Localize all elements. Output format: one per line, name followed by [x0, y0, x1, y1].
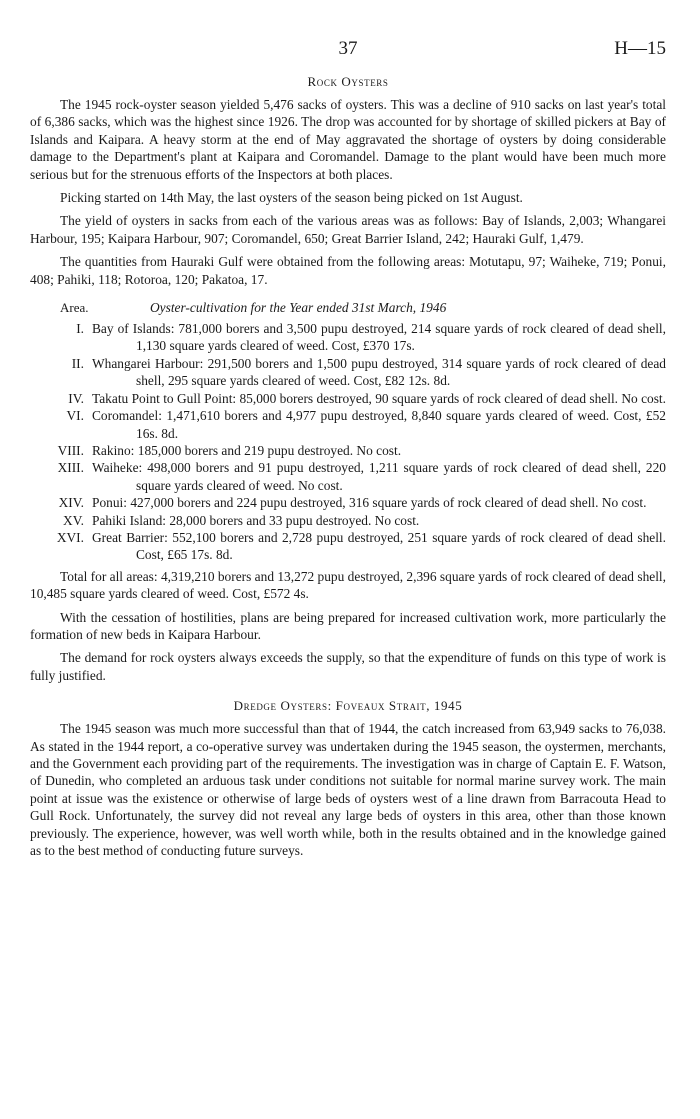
table-row [30, 459, 666, 494]
table-row [30, 390, 666, 407]
table-title-row [30, 300, 666, 316]
paragraph: Picking started on 14th May, the last oysters of the season being picked on 1st August. [60, 190, 523, 206]
paragraph-total: Total for all areas: 4,319,210 borers and 13,272 pupu destroyed, 2,396 square yards of rock cleared of dead shell, 10,485 square yards cleared of weed. Cost, £572 4s. [30, 568, 666, 602]
table-row [30, 407, 666, 442]
table-entries [30, 320, 666, 564]
table-row [30, 442, 666, 459]
paragraph: With the cessation of hostilities, plans are being prepared for increased cultivation work, more particularly the formation of new beds in Kaipara Harbour. [30, 609, 666, 642]
section-heading-dredge-oysters: Dredge Oysters: Foveaux Strait, 1945 [233, 698, 463, 714]
paragraph: The quantities from Hauraki Gulf were obtained from the following areas: Motutapu, 97; Waiheke, 719; Ponui, 408; Pahiki, 118; Rotoroa, 120; Pakatoa, 17. [30, 254, 666, 287]
paragraph: The 1945 rock-oyster season yielded 5,476 sacks of oysters. This was a decline of 910 sacks on last year's total of 6,386 sacks, which was the highest since 1926. The drop was accounted for by shortage of skilled pickers at Bay of Islands and Kaipara. A heavy storm at the end of May aggravated the shortage of oysters by doing considerable damage to the Department's plant at Kaipara and Coromandel. Damage to the plant would have been much more serious but for the strenuous efforts of the Inspectors at both places. [30, 97, 666, 182]
table-row [30, 355, 666, 390]
table-area-label: Area. [60, 300, 89, 316]
area-number: VI. [66, 408, 84, 424]
table-row [30, 320, 666, 355]
area-details: Pahiki Island: 28,000 borers and 33 pupu destroyed. No cost. [92, 512, 420, 528]
area-number: IV. [68, 390, 84, 406]
area-details: Coromandel: 1,471,610 borers and 4,977 pupu destroyed, 8,840 square yards cleared of weed. Cost, £52 16s. 8d. [92, 408, 666, 441]
table-row [30, 529, 666, 564]
area-number: XIV. [58, 495, 84, 511]
table-row [30, 494, 666, 511]
area-details: Bay of Islands: 781,000 borers and 3,500 pupu destroyed, 214 square yards of rock cleared of dead shell, 1,130 square yards cleared of weed. Cost, £370 17s. [92, 321, 666, 354]
area-details: Waiheke: 498,000 borers and 91 pupu destroyed, 1,211 square yards of rock cleared of dead shell, 220 square yards cleared of weed. No cost. [92, 460, 666, 493]
section-heading-rock-oysters: Rock Oysters [307, 74, 389, 89]
area-details: Takatu Point to Gull Point: 85,000 borers destroyed, 90 square yards of rock cleared of dead shell. No cost. [92, 390, 666, 406]
paragraph: The demand for rock oysters always exceeds the supply, so that the expenditure of funds on this type of work is fully justified. [30, 650, 666, 683]
paragraph: The yield of oysters in sacks from each of the various areas was as follows: Bay of Islands, 2,003; Whangarei Harbour, 195; Kaipara Harbour, 907; Coromandel, 650; Great Barrier Island, 242; Hauraki Gulf, 1,479. [30, 213, 666, 246]
area-details: Rakino: 185,000 borers and 219 pupu destroyed. No cost. [92, 442, 402, 458]
area-details: Ponui: 427,000 borers and 224 pupu destroyed, 316 square yards of rock cleared of dead shell. No cost. [92, 495, 647, 511]
area-number: XIII. [57, 460, 84, 476]
page-reference: H—15 [614, 38, 666, 59]
area-details: Whangarei Harbour: 291,500 borers and 1,500 pupu destroyed, 314 square yards of rock cleared of dead shell, 295 square yards cleared of weed. Cost, £82 12s. 8d. [92, 355, 666, 389]
area-number: XV. [63, 512, 84, 528]
area-details: Great Barrier: 552,100 borers and 2,728 pupu destroyed, 251 square yards of rock cleared of dead shell. Cost, £65 17s. 8d. [92, 529, 666, 563]
document-page [30, 38, 666, 865]
paragraph: The 1945 season was much more successful than that of 1944, the catch increased from 63,949 sacks to 76,038. As stated in the 1944 report, a co-operative survey was undertaken during the 1945 season, the oystermen, merchants, and the Government each providing part of the requirements. The investigation was in charge of Captain E. F. Watson, of Dunedin, who completed an arduous task under conditions not suitable for normal marine survey work. The main point at issue was the existence or otherwise of large beds of oysters west of a line drawn from Barracouta Head to Gull Rock. Unfortunately, the survey did not reveal any large beds of oysters in this area, other than those known previously. The experience, however, was well worth while, both in the results obtained and in the knowledge gained as to the best method of conducting future surveys. [30, 721, 666, 859]
area-number: II. [71, 355, 84, 371]
page-number: 37 [338, 38, 358, 59]
page-header [30, 38, 666, 64]
area-number: I. [76, 321, 84, 337]
area-number: VIII. [57, 442, 84, 458]
area-number: XVI. [56, 529, 84, 545]
table-caption: Oyster-cultivation for the Year ended 31st March, 1946 [150, 300, 447, 316]
table-row [30, 512, 666, 529]
